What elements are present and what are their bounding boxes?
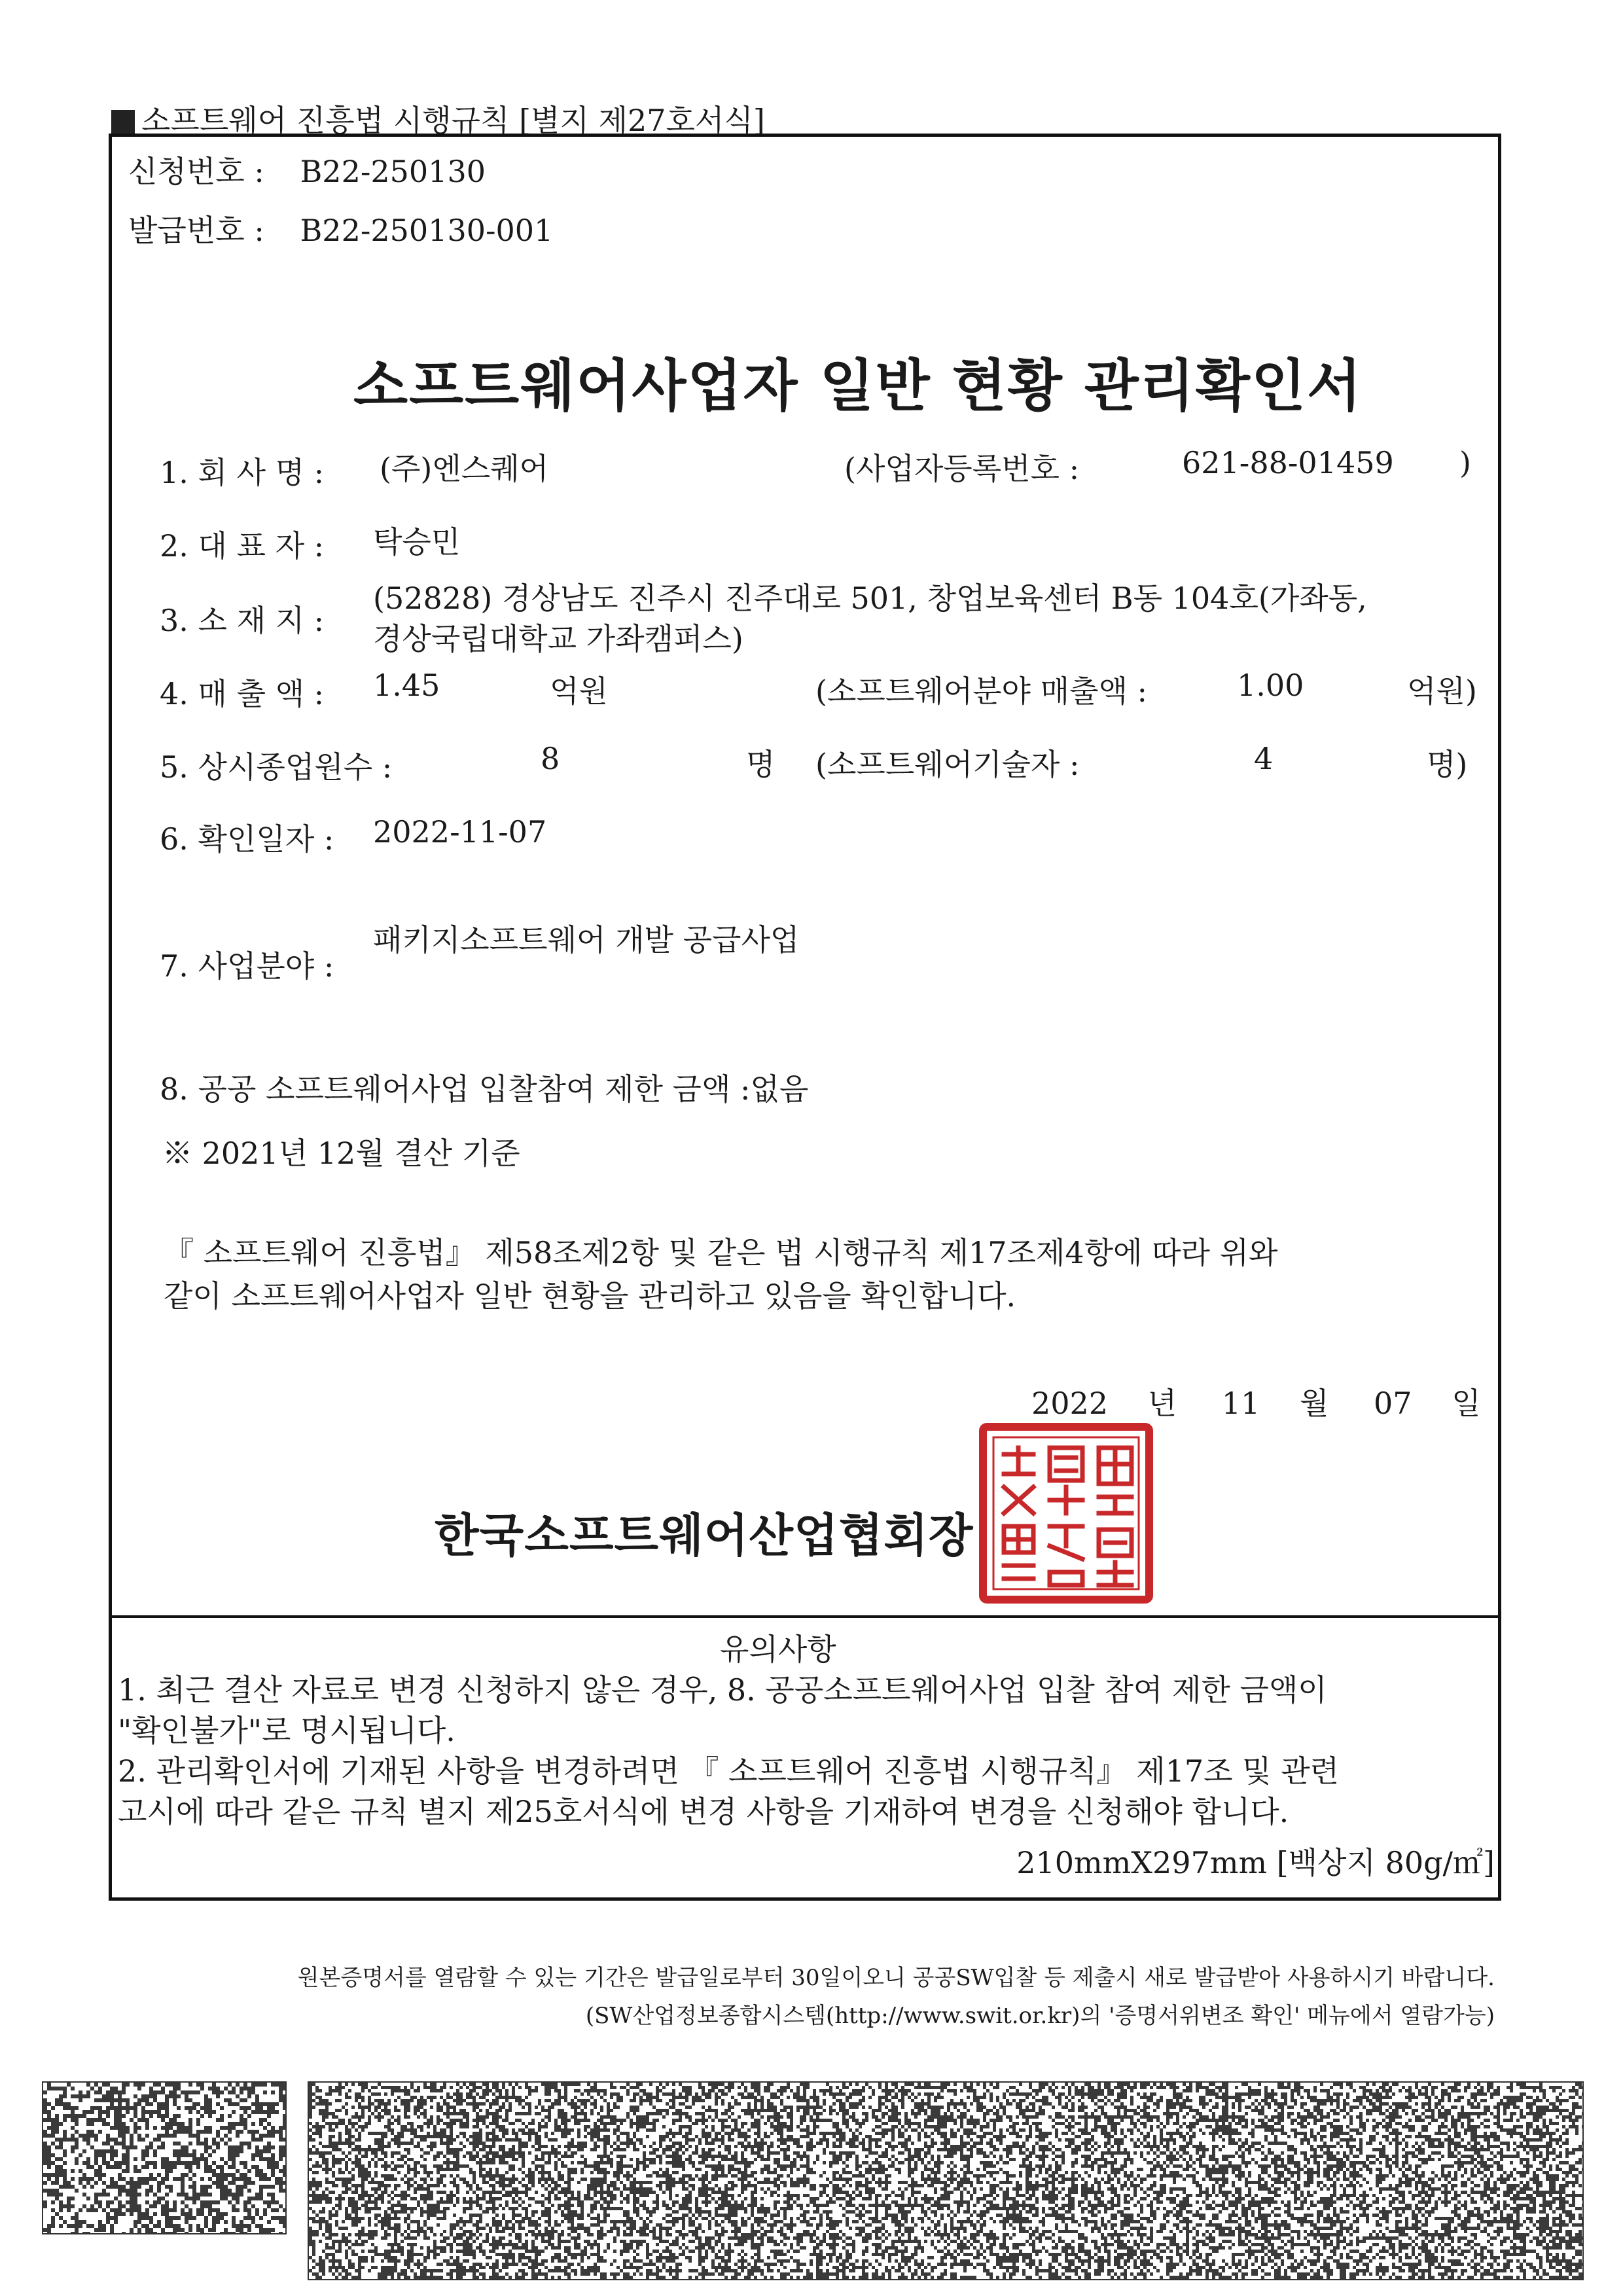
employees-unit: 명 bbox=[746, 747, 776, 782]
issue-date bbox=[1031, 1380, 1481, 1423]
sw-sales-value: 1.00 bbox=[1237, 668, 1304, 703]
limit-label: 8. 공공 소프트웨어사업 입찰참여 제한 금액 : bbox=[160, 1071, 751, 1107]
basis-note: ※ 2021년 12월 결산 기준 bbox=[162, 1136, 520, 1171]
issuer-name: 한국소프트웨어산업협회장 bbox=[435, 1509, 974, 1562]
issue-label: 발급번호 : bbox=[128, 213, 264, 248]
sales-unit: 억원 bbox=[550, 673, 608, 709]
application-label: 신청번호 : bbox=[128, 154, 264, 189]
statement-line-2: 같이 소프트웨어사업자 일반 현황을 관리하고 있음을 확인합니다. bbox=[164, 1278, 1016, 1314]
confirm-date-value: 2022-11-07 bbox=[373, 814, 547, 850]
issue-number: B22-250130-001 bbox=[300, 213, 554, 248]
engineers-label: (소프트웨어기술자 : bbox=[815, 747, 1080, 782]
date-month: 11 bbox=[1221, 1386, 1260, 1421]
footer-line-2: (SW산업정보종합시스템(http://www.swit.or.kr)의 '증명서위변조 확인' 메뉴에서 열람가능) bbox=[585, 2003, 1495, 2029]
note-1-line-1: 1. 최근 결산 자료로 변경 신청하지 않은 경우, 8. 공공소프트웨어사업 입찰 참여 제한 금액이 bbox=[118, 1672, 1327, 1708]
form-label: 소프트웨어 진흥법 시행규칙 [별지 제27호서식] bbox=[111, 97, 765, 140]
application-number-row bbox=[128, 148, 486, 191]
employees-value: 8 bbox=[541, 741, 560, 776]
engineers-unit: 명) bbox=[1427, 747, 1468, 782]
ceo-label: 2. 대 표 자 : bbox=[160, 528, 325, 564]
footer-line-1: 원본증명서를 열람할 수 있는 기간은 발급일로부터 30일이오니 공공SW입찰 등 제출시 새로 발급받아 사용하시기 바랍니다. bbox=[297, 1965, 1495, 1991]
code-pattern-small-icon bbox=[43, 2083, 285, 2233]
statement-line-1: 『 소프트웨어 진흥법』 제58조제2항 및 같은 법 시행규칙 제17조제4항에 따라 위와 bbox=[164, 1235, 1278, 1270]
verification-barcode bbox=[308, 2081, 1584, 2280]
date-month-unit: 월 bbox=[1299, 1386, 1329, 1421]
sw-sales-unit: 억원) bbox=[1407, 673, 1477, 709]
company-value: (주)엔스퀘어 bbox=[380, 451, 549, 486]
date-year: 2022 bbox=[1031, 1386, 1109, 1421]
note-2-line-2: 고시에 따라 같은 규칙 별지 제25호서식에 변경 사항을 기재하여 변경을 신청해야 합니다. bbox=[118, 1794, 1289, 1829]
official-seal-icon bbox=[978, 1422, 1154, 1605]
address-label: 3. 소 재 지 : bbox=[160, 603, 325, 638]
date-day: 07 bbox=[1374, 1386, 1412, 1421]
notes-divider bbox=[109, 1615, 1501, 1618]
confirm-date-label: 6. 확인일자 : bbox=[160, 821, 334, 857]
address-line-2: 경상국립대학교 가좌캠퍼스) bbox=[373, 621, 743, 656]
company-label: 1. 회 사 명 : bbox=[160, 455, 325, 490]
address-line-1: (52828) 경상남도 진주시 진주대로 501, 창업보육센터 B동 104호(가좌동, bbox=[373, 581, 1367, 616]
application-number: B22-250130 bbox=[300, 154, 486, 189]
sales-label: 4. 매 출 액 : bbox=[160, 676, 325, 711]
field-value: 패키지소프트웨어 개발 공급사업 bbox=[373, 922, 800, 958]
ceo-value: 탁승민 bbox=[373, 524, 461, 560]
verification-2d-code bbox=[42, 2081, 287, 2234]
biz-reg-label: (사업자등록번호 : bbox=[844, 451, 1080, 486]
field-label: 7. 사업분야 : bbox=[160, 948, 334, 984]
limit-row bbox=[160, 1066, 808, 1109]
sw-sales-label: (소프트웨어분야 매출액 : bbox=[815, 673, 1148, 709]
engineers-value: 4 bbox=[1254, 741, 1274, 776]
paper-spec: 210mmX297mm [백상지 80g/㎡] bbox=[1016, 1845, 1495, 1880]
date-day-unit: 일 bbox=[1452, 1386, 1481, 1421]
code-pattern-large-icon bbox=[309, 2083, 1582, 2279]
note-2-line-1: 2. 관리확인서에 기재된 사항을 변경하려면 『 소프트웨어 진흥법 시행규칙』 제17조 및 관련 bbox=[118, 1753, 1340, 1789]
biz-reg-value: 621-88-01459 bbox=[1182, 445, 1394, 480]
document-title: 소프트웨어사업자 일반 현황 관리확인서 bbox=[353, 353, 1363, 419]
note-1-line-2: "확인불가"로 명시됩니다. bbox=[118, 1713, 455, 1748]
biz-reg-close: ) bbox=[1459, 445, 1471, 480]
black-square-icon bbox=[111, 110, 135, 134]
issue-number-row bbox=[128, 207, 553, 250]
sales-value: 1.45 bbox=[373, 668, 440, 703]
employees-label: 5. 상시종업원수 : bbox=[160, 749, 393, 785]
notes-heading: 유의사항 bbox=[720, 1632, 836, 1667]
date-year-unit: 년 bbox=[1147, 1386, 1177, 1421]
limit-value: 없음 bbox=[750, 1071, 809, 1107]
